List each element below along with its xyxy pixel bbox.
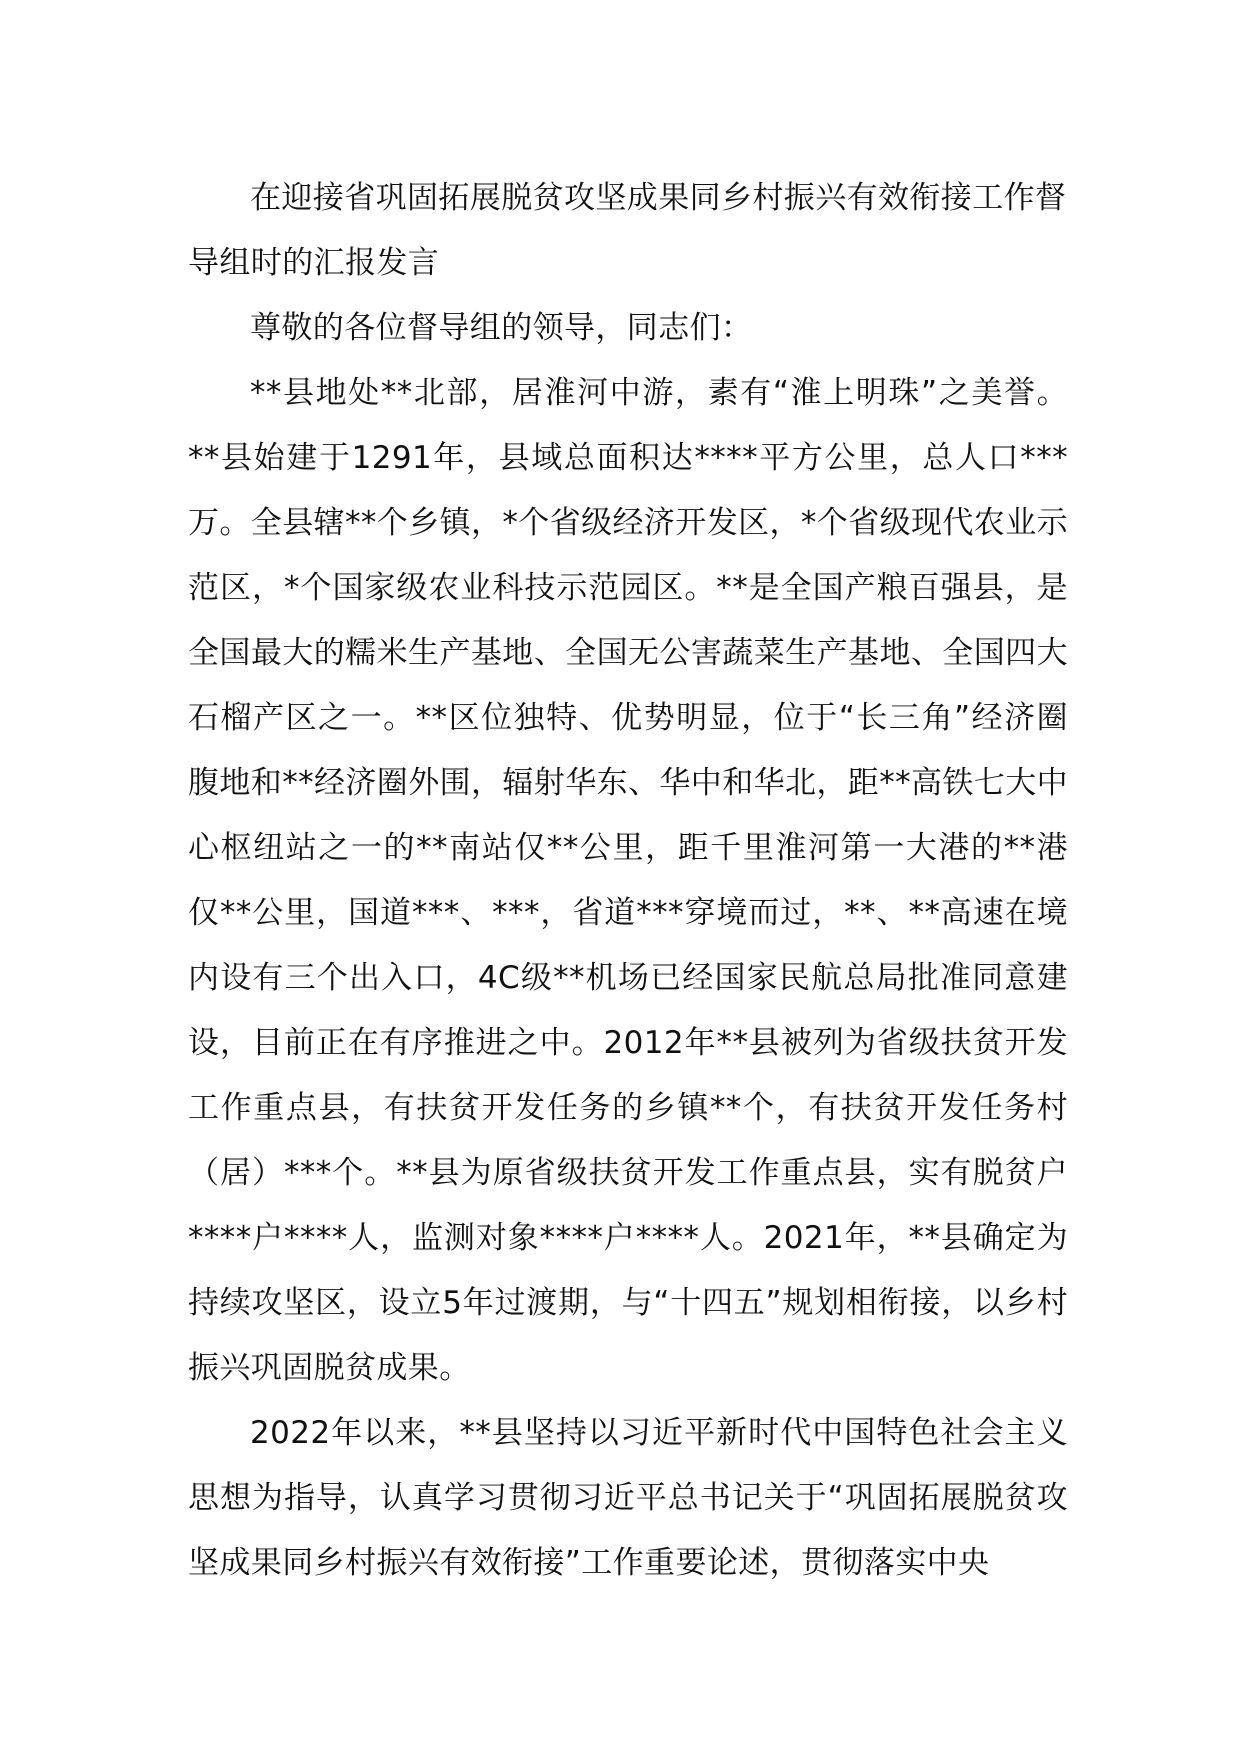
paragraph-county-overview: **县地处**北部，居淮河中游，素有“淮上明珠”之美誉。**县始建于1291年，县域总面积达****平方公里，总人口***万。全县辖**个乡镇，*个省级经济开发区，*个省级现代农业示范区，*个国家级农业科技示范园区。**是全国产粮百强县，是全国最大的糯米生产基地、全国无公害蔬菜生产基地、全国四大石榴产区之一。**区位独特、优势明显，位于“长三角”经济圈腹地和**经济圈外围，辐射华东、华中和华北，距**高铁七大中心枢纽站之一的**南站仅**公里，距千里淮河第一大港的**港仅**公里，国道***、***，省道***穿境而过，**、**高速在境内设有三个出入口，4C级**机场已经国家民航总局批准同意建设，目前正在有序推进之中。2012年**县被列为省级扶贫开发工作重点县，有扶贫开发任务的乡镇**个，有扶贫开发任务村（居）***个。**县为原省级扶贫开发工作重点县，实有脱贫户****户****人，监测对象****户****人。2021年，**县确定为持续攻坚区，设立5年过渡期，与“十四五”规划相衔接，以乡村振兴巩固脱贫成果。	[188, 375, 1068, 1386]
document-body	[188, 166, 1068, 1596]
document-title: 在迎接省巩固拓展脱贫攻坚成果同乡村振兴有效衔接工作督导组时的汇报发言	[188, 180, 1067, 281]
salutation: 尊敬的各位督导组的领导，同志们：	[250, 310, 753, 346]
paragraph-work-since-2022: 2022年以来，**县坚持以习近平新时代中国特色社会主义思想为指导，认真学习贯彻习近平总书记关于“巩固拓展脱贫攻坚成果同乡村振兴有效衔接”工作重要论述，贯彻落实中央	[188, 1415, 1068, 1581]
